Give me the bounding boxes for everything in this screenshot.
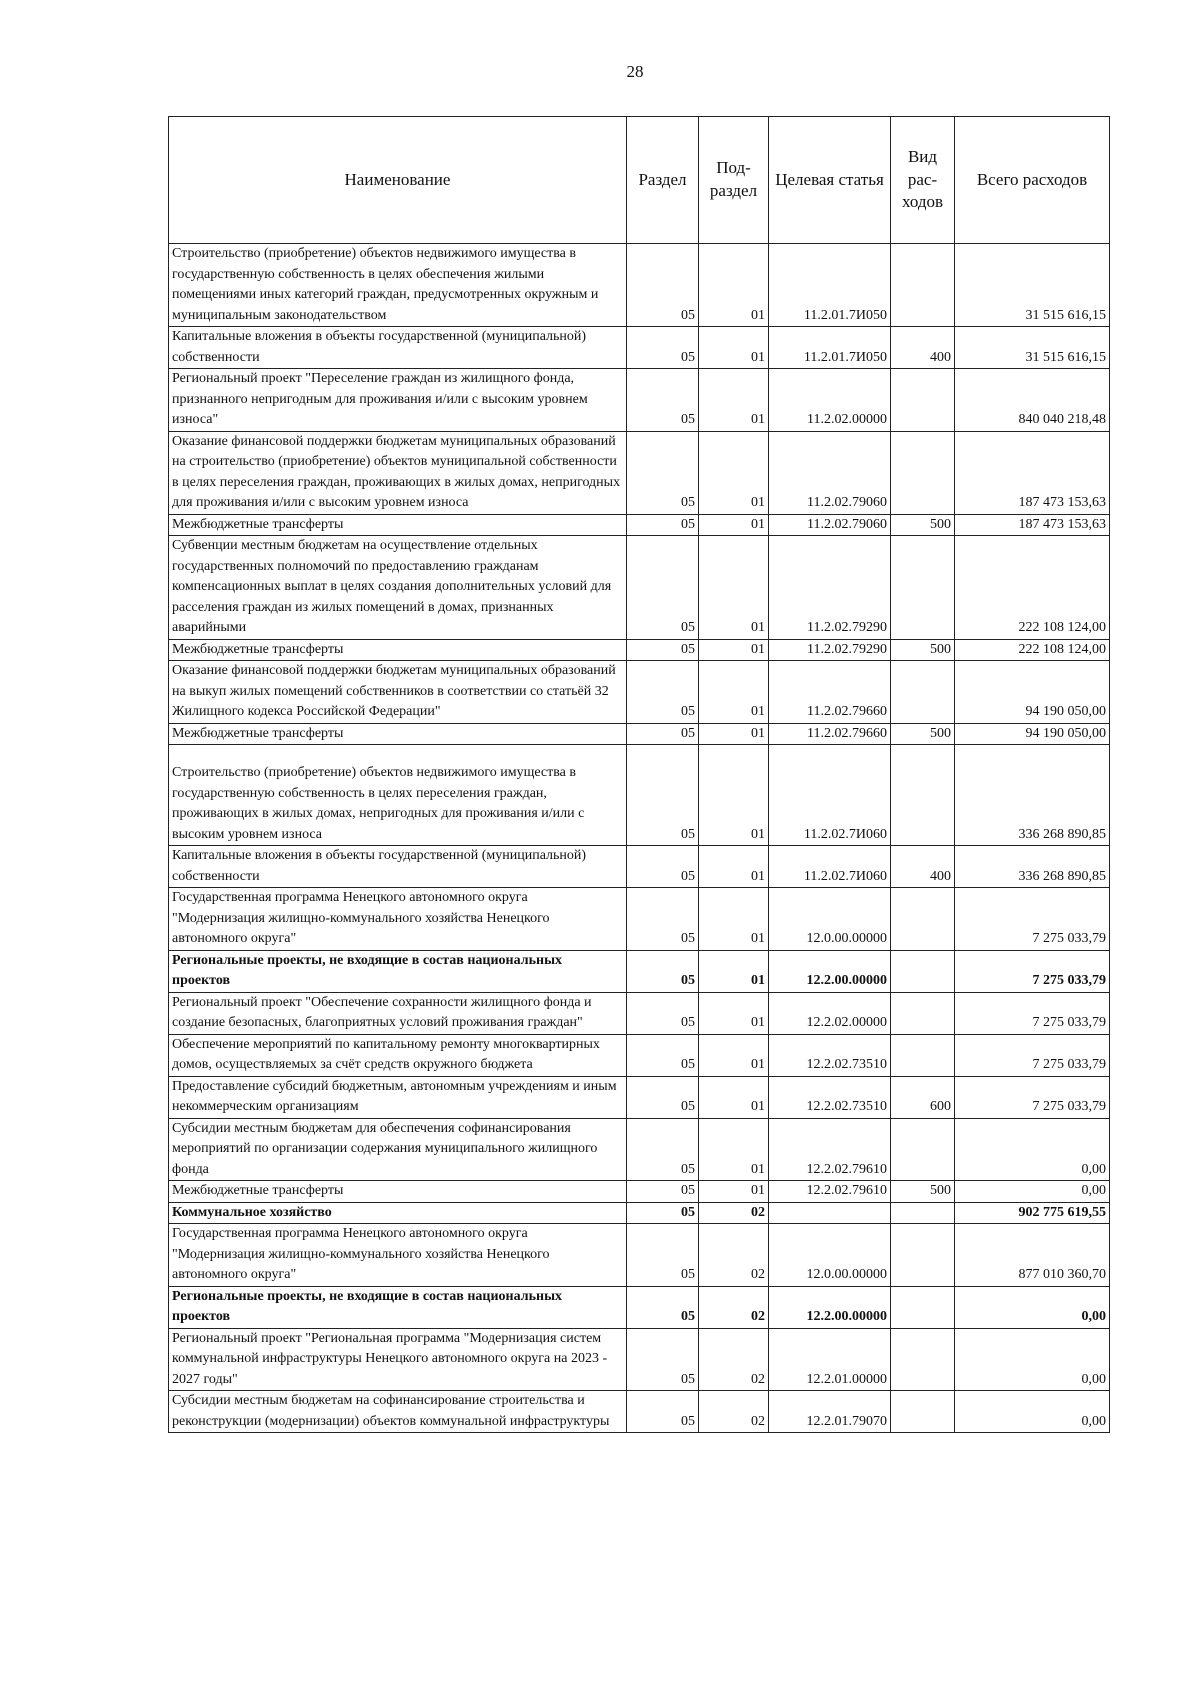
row-total: 94 190 050,00 — [955, 661, 1110, 724]
row-target: 12.2.02.73510 — [769, 1034, 891, 1076]
row-total: 0,00 — [955, 1391, 1110, 1433]
table-header-row — [169, 117, 1110, 244]
row-name: Региональные проекты, не входящие в состав национальных проектов — [169, 1286, 627, 1328]
row-name: Коммунальное хозяйство — [169, 1202, 627, 1224]
row-name: Строительство (приобретение) объектов недвижимого имущества в государственную собственность в целях обеспечения жилыми помещениями иных категорий граждан, предусмотренных окружным и муниципальным законодательством — [169, 244, 627, 327]
row-total: 7 275 033,79 — [955, 1076, 1110, 1118]
row-name: Межбюджетные трансферты — [169, 639, 627, 661]
row-total: 7 275 033,79 — [955, 950, 1110, 992]
table-row — [169, 327, 1110, 369]
row-name: Межбюджетные трансферты — [169, 514, 627, 536]
row-section: 05 — [627, 1224, 699, 1287]
row-total: 840 040 218,48 — [955, 369, 1110, 432]
row-section: 05 — [627, 1391, 699, 1433]
table-row — [169, 661, 1110, 724]
row-subsection: 01 — [699, 1118, 769, 1181]
row-section: 05 — [627, 639, 699, 661]
row-type — [891, 1224, 955, 1287]
row-section: 05 — [627, 431, 699, 514]
row-total: 187 473 153,63 — [955, 431, 1110, 514]
table-row — [169, 639, 1110, 661]
table-row — [169, 514, 1110, 536]
row-type — [891, 431, 955, 514]
row-total: 31 515 616,15 — [955, 327, 1110, 369]
row-subsection: 01 — [699, 1034, 769, 1076]
row-target: 11.2.02.7И060 — [769, 846, 891, 888]
row-section: 05 — [627, 950, 699, 992]
table-row — [169, 745, 1110, 846]
row-name: Государственная программа Ненецкого автономного округа "Модернизация жилищно-коммунального хозяйства Ненецкого автономного округа" — [169, 888, 627, 951]
row-type — [891, 536, 955, 640]
row-target: 11.2.02.79290 — [769, 536, 891, 640]
row-section: 05 — [627, 1181, 699, 1203]
row-target: 11.2.01.7И050 — [769, 244, 891, 327]
row-target: 12.2.01.79070 — [769, 1391, 891, 1433]
row-name: Межбюджетные трансферты — [169, 723, 627, 745]
row-type — [891, 244, 955, 327]
row-target: 11.2.01.7И050 — [769, 327, 891, 369]
row-type — [891, 369, 955, 432]
row-section: 05 — [627, 1034, 699, 1076]
table-row — [169, 1328, 1110, 1391]
table-row — [169, 846, 1110, 888]
row-section: 05 — [627, 992, 699, 1034]
table-row — [169, 1034, 1110, 1076]
row-type — [891, 950, 955, 992]
row-name: Субсидии местным бюджетам на софинансирование строительства и реконструкции (модернизации) объектов коммунальной инфраструктуры — [169, 1391, 627, 1433]
row-target: 12.0.00.00000 — [769, 1224, 891, 1287]
table-row — [169, 1181, 1110, 1203]
table-row — [169, 1224, 1110, 1287]
row-type: 500 — [891, 723, 955, 745]
row-subsection: 01 — [699, 244, 769, 327]
row-type: 400 — [891, 846, 955, 888]
table-row — [169, 1391, 1110, 1433]
row-target: 12.2.01.00000 — [769, 1328, 891, 1391]
table-row — [169, 1202, 1110, 1224]
row-subsection: 01 — [699, 536, 769, 640]
row-target: 12.2.00.00000 — [769, 950, 891, 992]
row-type — [891, 661, 955, 724]
row-name: Межбюджетные трансферты — [169, 1181, 627, 1203]
row-target: 12.2.02.00000 — [769, 992, 891, 1034]
row-total: 902 775 619,55 — [955, 1202, 1110, 1224]
page-number: 28 — [626, 62, 644, 81]
row-name: Субсидии местным бюджетам для обеспечения софинансирования мероприятий по организации содержания муниципального жилищного фонда — [169, 1118, 627, 1181]
row-name: Региональный проект "Региональная программа "Модернизация систем коммунальной инфраструктуры Ненецкого автономного округа на 2023 - 2027 годы" — [169, 1328, 627, 1391]
row-target: 12.2.02.79610 — [769, 1181, 891, 1203]
row-total: 0,00 — [955, 1118, 1110, 1181]
row-section: 05 — [627, 1286, 699, 1328]
row-section: 05 — [627, 661, 699, 724]
row-subsection: 01 — [699, 745, 769, 846]
row-subsection: 02 — [699, 1328, 769, 1391]
row-total: 94 190 050,00 — [955, 723, 1110, 745]
row-section: 05 — [627, 723, 699, 745]
row-type: 500 — [891, 1181, 955, 1203]
row-name: Субвенции местным бюджетам на осуществление отдельных государственных полномочий по предоставлению гражданам компенсационных выплат в целях создания дополнительных условий для расселения граждан из жилых помещений в домах, признанных аварийными — [169, 536, 627, 640]
row-subsection: 02 — [699, 1286, 769, 1328]
table-row — [169, 369, 1110, 432]
row-target — [769, 1202, 891, 1224]
row-type — [891, 992, 955, 1034]
row-total: 7 275 033,79 — [955, 1034, 1110, 1076]
row-total: 0,00 — [955, 1328, 1110, 1391]
row-total: 877 010 360,70 — [955, 1224, 1110, 1287]
row-total: 0,00 — [955, 1181, 1110, 1203]
table-row — [169, 536, 1110, 640]
row-section: 05 — [627, 244, 699, 327]
row-target: 11.2.02.79660 — [769, 723, 891, 745]
row-name: Оказание финансовой поддержки бюджетам муниципальных образований на строительство (приобретение) объектов муниципальной собственности в целях переселения граждан, проживающих в жилых домах, непригодных для проживания и/или с высоким уровнем износа — [169, 431, 627, 514]
row-total: 31 515 616,15 — [955, 244, 1110, 327]
row-total: 0,00 — [955, 1286, 1110, 1328]
row-subsection: 01 — [699, 950, 769, 992]
row-subsection: 01 — [699, 723, 769, 745]
table-row — [169, 244, 1110, 327]
row-name: Региональный проект "Обеспечение сохранности жилищного фонда и создание безопасных, благоприятных условий проживания граждан" — [169, 992, 627, 1034]
row-target: 11.2.02.79060 — [769, 431, 891, 514]
row-type — [891, 1118, 955, 1181]
row-subsection: 01 — [699, 431, 769, 514]
row-total: 222 108 124,00 — [955, 536, 1110, 640]
row-subsection: 02 — [699, 1391, 769, 1433]
table-row — [169, 1118, 1110, 1181]
row-subsection: 01 — [699, 1076, 769, 1118]
header-total: Всего расходов — [955, 117, 1110, 244]
row-section: 05 — [627, 1076, 699, 1118]
row-name: Региональные проекты, не входящие в состав национальных проектов — [169, 950, 627, 992]
header-name: Наименование — [169, 117, 627, 244]
header-subsection: Под-раздел — [699, 117, 769, 244]
row-name: Региональный проект "Переселение граждан из жилищного фонда, признанного непригодным для проживания и/или с высоким уровнем износа" — [169, 369, 627, 432]
row-type — [891, 1286, 955, 1328]
row-subsection: 01 — [699, 846, 769, 888]
row-target: 12.2.02.79610 — [769, 1118, 891, 1181]
row-subsection: 02 — [699, 1202, 769, 1224]
row-target: 12.2.00.00000 — [769, 1286, 891, 1328]
row-total: 187 473 153,63 — [955, 514, 1110, 536]
row-section: 05 — [627, 369, 699, 432]
table-row — [169, 723, 1110, 745]
row-name: Капитальные вложения в объекты государственной (муниципальной) собственности — [169, 327, 627, 369]
row-type: 400 — [891, 327, 955, 369]
table-row — [169, 992, 1110, 1034]
row-type — [891, 1034, 955, 1076]
table-row — [169, 888, 1110, 951]
row-name: Строительство (приобретение) объектов недвижимого имущества в государственную собственность в целях переселения граждан, проживающих в жилых домах, непригодных для проживания и/или с высоким уровнем износа — [169, 745, 627, 846]
row-type — [891, 1391, 955, 1433]
row-subsection: 01 — [699, 369, 769, 432]
row-target: 12.0.00.00000 — [769, 888, 891, 951]
header-target: Целевая статья — [769, 117, 891, 244]
row-total: 222 108 124,00 — [955, 639, 1110, 661]
row-name: Государственная программа Ненецкого автономного округа "Модернизация жилищно-коммунального хозяйства Ненецкого автономного округа" — [169, 1224, 627, 1287]
row-total: 336 268 890,85 — [955, 846, 1110, 888]
row-target: 11.2.02.79660 — [769, 661, 891, 724]
table-row — [169, 431, 1110, 514]
row-total: 336 268 890,85 — [955, 745, 1110, 846]
row-type: 600 — [891, 1076, 955, 1118]
row-type — [891, 745, 955, 846]
row-subsection: 01 — [699, 327, 769, 369]
table-row — [169, 1076, 1110, 1118]
row-section: 05 — [627, 745, 699, 846]
row-subsection: 01 — [699, 992, 769, 1034]
row-total: 7 275 033,79 — [955, 888, 1110, 951]
row-type — [891, 1328, 955, 1391]
header-section: Раздел — [627, 117, 699, 244]
row-subsection: 02 — [699, 1224, 769, 1287]
row-subsection: 01 — [699, 514, 769, 536]
row-section: 05 — [627, 327, 699, 369]
row-type — [891, 1202, 955, 1224]
row-target: 11.2.02.79290 — [769, 639, 891, 661]
row-target: 11.2.02.00000 — [769, 369, 891, 432]
row-name: Оказание финансовой поддержки бюджетам муниципальных образований на выкуп жилых помещений собственников в соответствии со статьёй 32 Жилищного кодекса Российской Федерации" — [169, 661, 627, 724]
row-name: Предоставление субсидий бюджетным, автономным учреждениям и иным некоммерческим организациям — [169, 1076, 627, 1118]
row-name: Капитальные вложения в объекты государственной (муниципальной) собственности — [169, 846, 627, 888]
row-subsection: 01 — [699, 888, 769, 951]
row-section: 05 — [627, 1328, 699, 1391]
row-section: 05 — [627, 846, 699, 888]
row-type — [891, 888, 955, 951]
budget-table — [168, 116, 1110, 1433]
table-row — [169, 1286, 1110, 1328]
row-subsection: 01 — [699, 1181, 769, 1203]
row-type: 500 — [891, 639, 955, 661]
row-subsection: 01 — [699, 639, 769, 661]
row-section: 05 — [627, 888, 699, 951]
row-section: 05 — [627, 536, 699, 640]
row-name: Обеспечение мероприятий по капитальному ремонту многоквартирных домов, осуществляемых за счёт средств окружного бюджета — [169, 1034, 627, 1076]
table-row — [169, 950, 1110, 992]
header-expense-type: Вид рас-ходов — [891, 117, 955, 244]
row-target: 11.2.02.79060 — [769, 514, 891, 536]
row-total: 7 275 033,79 — [955, 992, 1110, 1034]
row-target: 11.2.02.7И060 — [769, 745, 891, 846]
row-section: 05 — [627, 514, 699, 536]
row-section: 05 — [627, 1202, 699, 1224]
row-subsection: 01 — [699, 661, 769, 724]
row-type: 500 — [891, 514, 955, 536]
row-target: 12.2.02.73510 — [769, 1076, 891, 1118]
row-section: 05 — [627, 1118, 699, 1181]
